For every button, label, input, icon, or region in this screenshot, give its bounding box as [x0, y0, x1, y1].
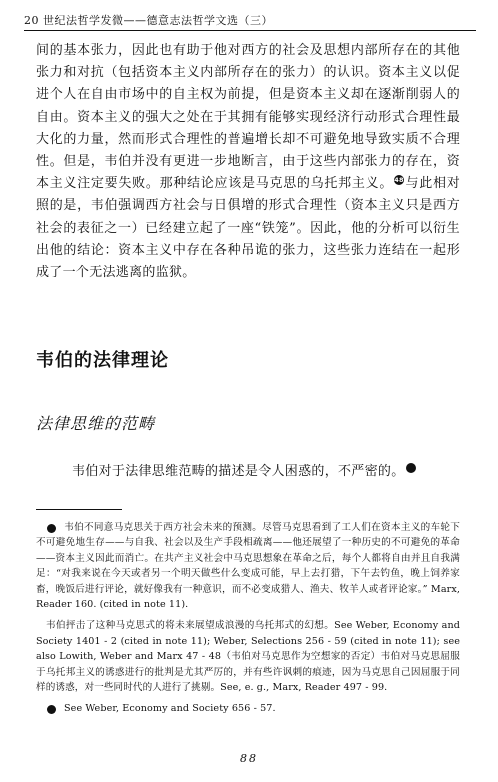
footnote-48-mark: 48 [47, 524, 56, 533]
section-heading: 韦伯的法律理论 [36, 350, 169, 371]
footnote-48-text-cont: 韦伯抨击了这种马克思式的将未来展望成浪漫的乌托邦式的幻想。See Weber, Economy and Society 1401 - 2 (cited in note 11); Weber, Selections 256 - 59 (cited in note 11); see also Lowith, Weber and Marx 47 - 48（韦伯对马克思作为空想家的否定）韦伯对马克思屈服于乌托邦主义的诱惑进行的批判是尤其严厉的，并有些许讽刺的痕迹，因为马克思自己因屈服于同样的诱惑，对一些同时代的人进行了挑剔。See, e. g., Marx, Reader 497 - 99. [36, 620, 460, 694]
footnote-49-ref[interactable]: 49 [406, 463, 416, 473]
footnote-separator [36, 509, 122, 510]
body-text-part2: 与此相对照的是，韦伯强调西方社会与日俱增的形式合理性（资本主义只是西方社会的表征之一）已经建立起了一座“铁笼”。因此，他的分析可以衍生出他的结论：资本主义中存在各种吊诡的张力，这些张力连结在一起形成了一个无法逃离的监狱。 [36, 176, 460, 281]
footnote-49-mark: 49 [47, 705, 56, 714]
subsection-heading: 法律思维的范畴 [36, 414, 156, 433]
footnote-48 [36, 520, 460, 612]
page-number: 88 [240, 752, 258, 765]
footnotes [36, 520, 460, 723]
footnote-48-text: 韦伯不同意马克思关于西方社会未来的预测。尽管马克思看到了工人们在资本主义的车轮下不可避免地生存——与自我、社会以及生产手段相疏离——他还展望了一种历史的不可避免的革命——资本主义因此而消亡。在共产主义社会中马克思想象在革命之后，每个人都将自由并且自我满足：“对我来说在今天或者另一个明天做些什么变成可能，早上去打猎，下午去钓鱼，晚上饲养家畜，晚饭后进行评论，就好像我有一种意识，而不必变成猎人、渔夫、牧羊人或者评论家。” Marx, Reader 160. (cited in note 11). [36, 522, 460, 611]
footnote-48-continued [36, 618, 460, 695]
header-rule [24, 30, 476, 31]
footnote-49-text: See Weber, Economy and Society 656 - 57. [64, 703, 276, 715]
body-paragraph [36, 40, 460, 284]
footnote-48-ref[interactable]: 48 [394, 175, 404, 184]
footnote-49 [36, 701, 460, 716]
running-header: 20 世纪法哲学发微——德意志法哲学文选（三） [24, 14, 273, 27]
body-text-part1: 间的基本张力，因此也有助于他对西方的社会及思想内部所存在的其他张力和对抗（包括资本主义内部所存在的张力）的认识。资本主义以促进个人在自由市场中的自主权为前提，但是资本主义却在逐渐削弱人的自由。资本主义的强大之处在于其拥有能够实现经济行动形式合理性最大化的力量，然而形式合理性的普遍增长却不可避免地导致实质不合理性。但是，韦伯并没有更进一步地断言，由于这些内部张力的存在，资本主义注定要失败。那种结论应该是马克思的乌托邦主义。 [36, 43, 460, 192]
intro-paragraph [36, 461, 460, 483]
intro-text: 韦伯对于法律思维范畴的描述是令人困惑的，不严密的。 [72, 464, 405, 479]
